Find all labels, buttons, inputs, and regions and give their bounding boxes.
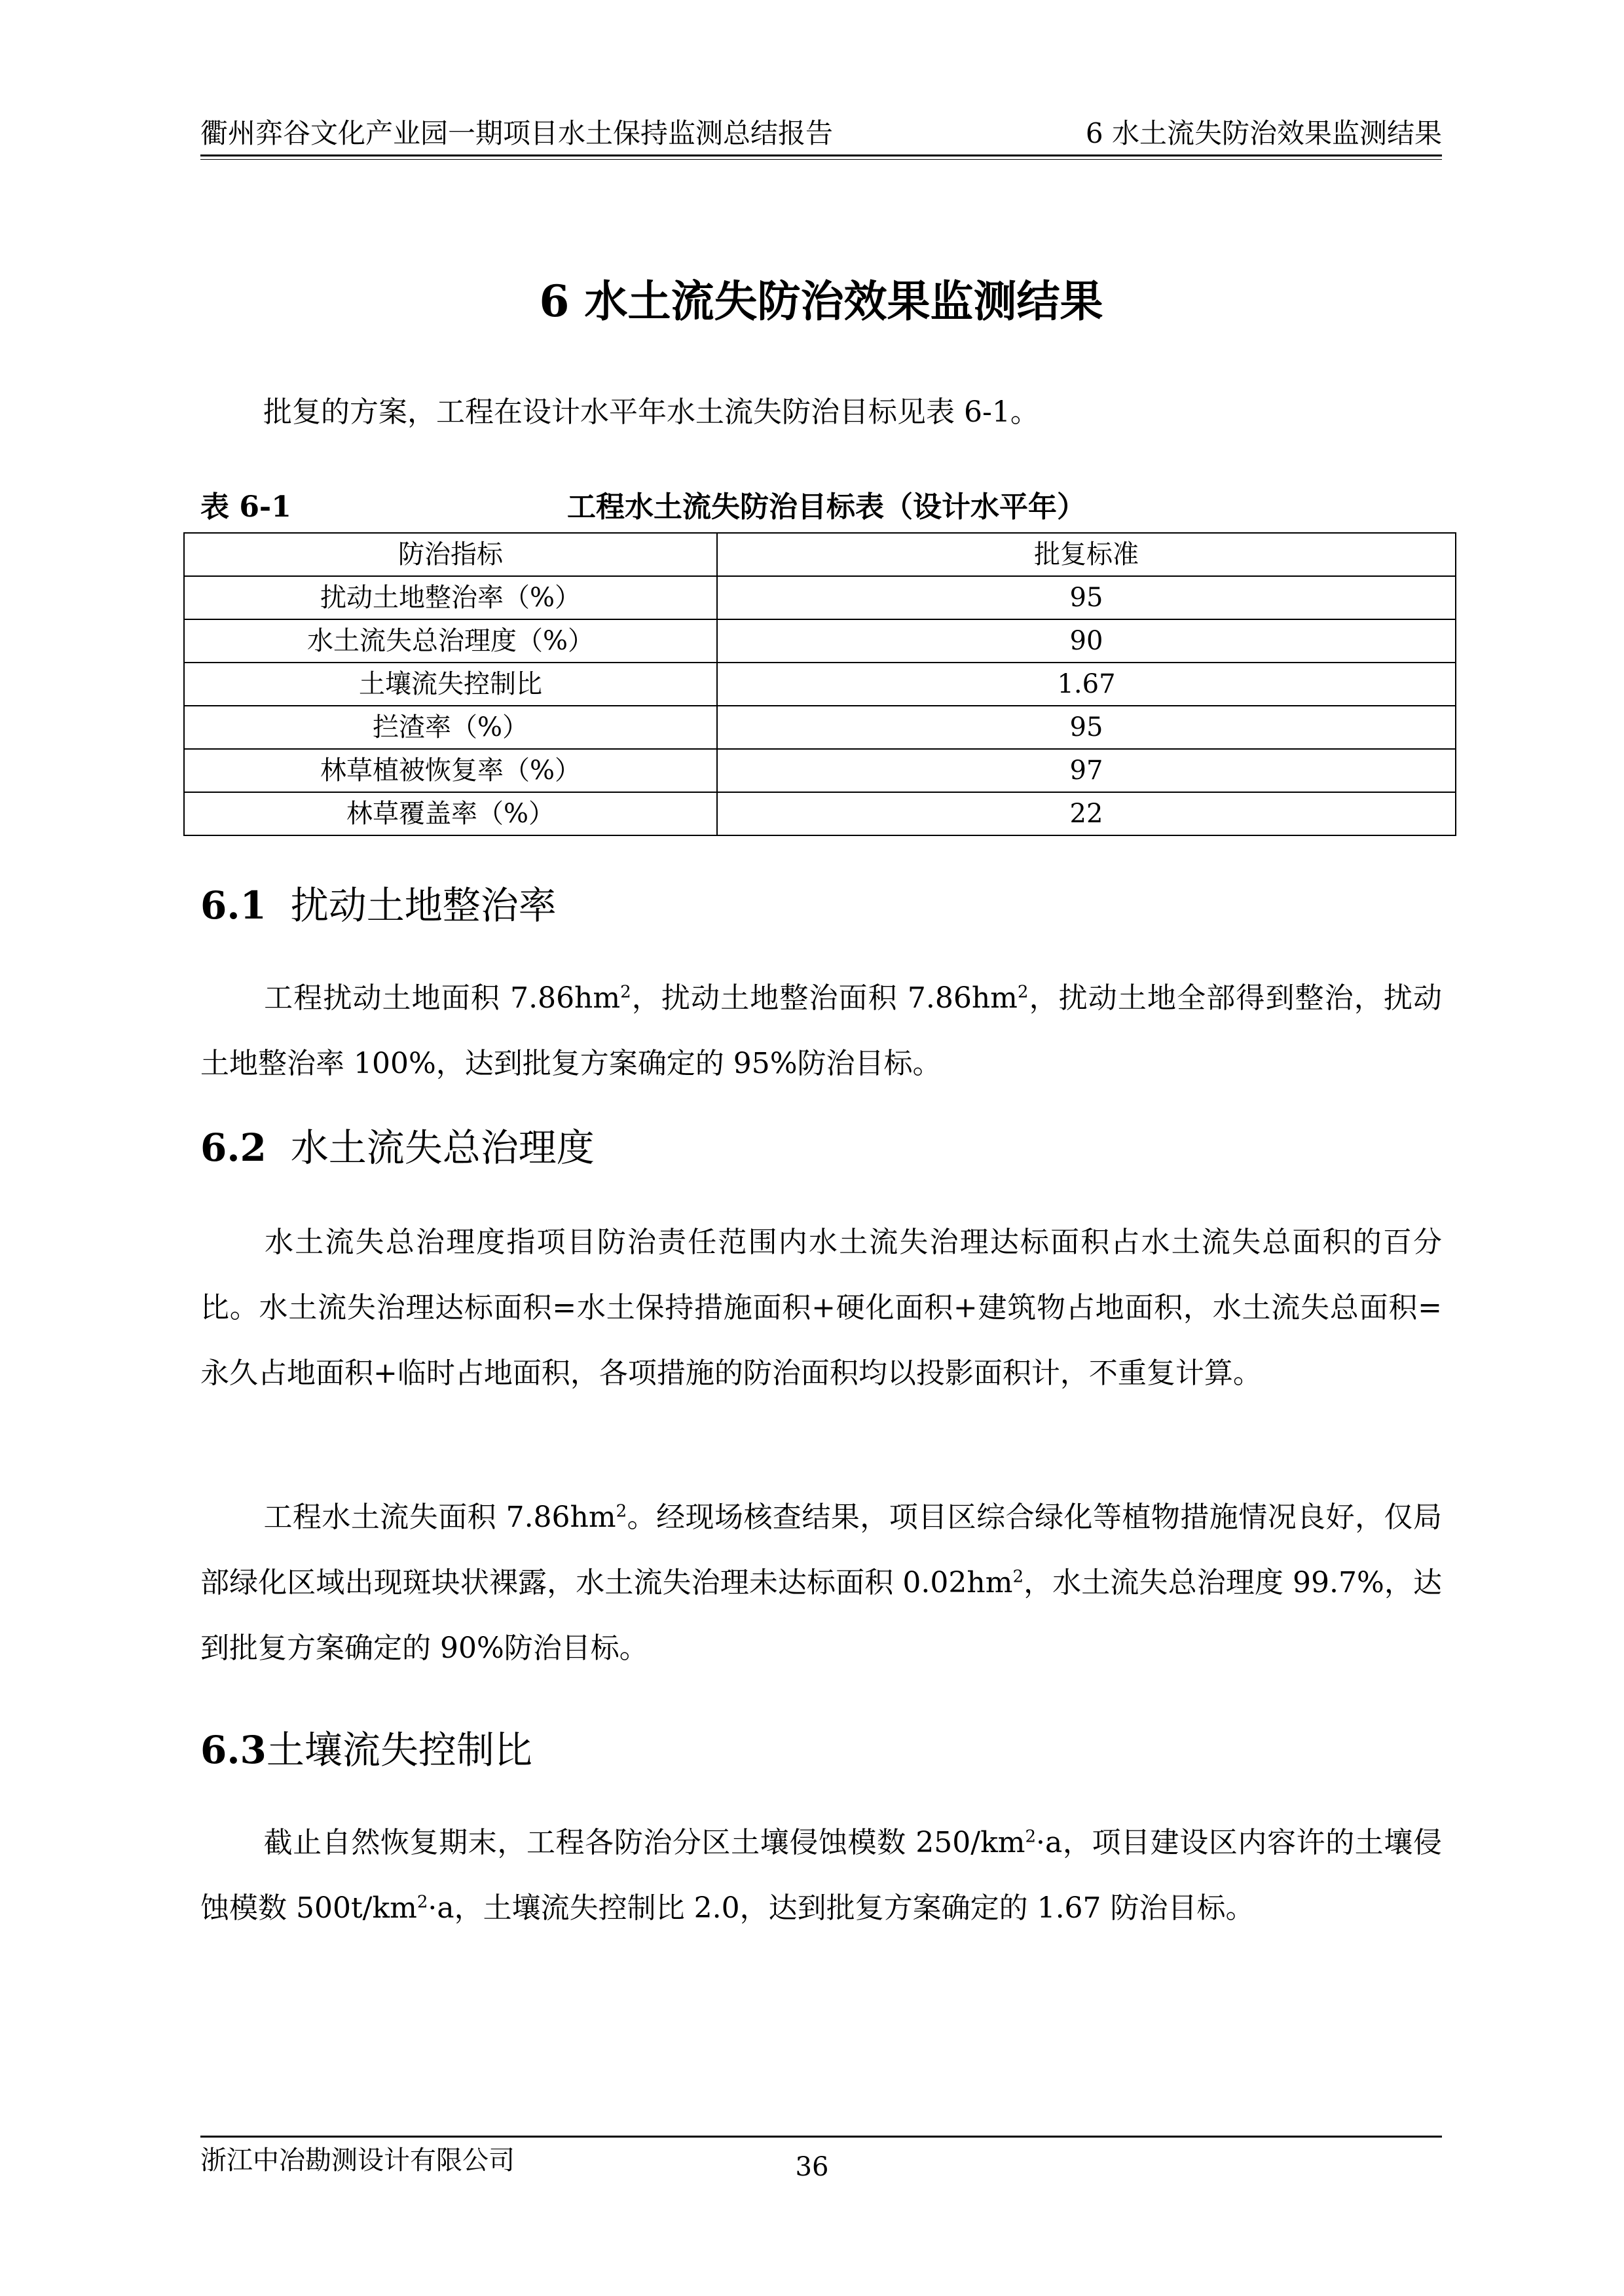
table-cell-standard: 97 — [717, 749, 1456, 792]
table-header-cell: 防治指标 — [184, 533, 717, 576]
table-caption — [200, 484, 1442, 530]
table-row — [184, 749, 1456, 792]
page-number: 36 — [795, 2152, 829, 2182]
text-run: 。经现场核查结果，项目区综合绿化等植物措施情况良好，仅局部绿化区域出现斑块状裸露，水土流失治理未达标面积 0.02hm — [200, 1501, 1443, 1599]
table-cell-standard: 95 — [717, 706, 1456, 749]
superscript: 2 — [620, 982, 631, 1002]
table-number: 表 6-1 — [200, 490, 291, 524]
footer-rule — [200, 2136, 1442, 2138]
table-title: 工程水土流失防治目标表（设计水平年） — [567, 490, 1086, 524]
goal-table — [183, 532, 1456, 836]
table-row — [184, 619, 1456, 663]
text-run: ·a，项目建设区内容许的土壤侵蚀模数 500t/km — [200, 1826, 1442, 1925]
section-number: 6.2 — [200, 1125, 267, 1170]
text-run: ·a，土壤流失控制比 2.0，达到批复方案确定的 1.67 防治目标。 — [428, 1891, 1255, 1925]
table-cell-indicator: 土壤流失控制比 — [184, 663, 717, 706]
paragraph-6-3 — [200, 1810, 1442, 1941]
table-row — [184, 576, 1456, 619]
table-cell-indicator: 拦渣率（%） — [184, 706, 717, 749]
section-heading: 水土流失总治理度 — [290, 1125, 595, 1170]
section-title-6-1 — [200, 873, 1442, 938]
table-header-row — [184, 533, 1456, 576]
text-run: ，扰动土地全部得到整治，扰动土地整治率 100%，达到批复方案确定的 95%防治目标。 — [200, 981, 1443, 1080]
section-number: 6.1 — [200, 883, 267, 928]
section-title-6-2 — [200, 1115, 1442, 1180]
paragraph-6-2-definition — [200, 1210, 1442, 1406]
table-cell-standard: 90 — [717, 619, 1456, 663]
page-header — [200, 113, 1442, 156]
text-run: 工程扰动土地面积 7.86hm — [263, 981, 621, 1015]
header-report-title: 衢州弈谷文化产业园一期项目水土保持监测总结报告 — [200, 117, 834, 149]
table-cell-standard: 1.67 — [717, 663, 1456, 706]
text-run: ，水土流失总治理度 99.7%，达到批复方案确定的 90%防治目标。 — [200, 1566, 1443, 1665]
table-cell-indicator: 林草覆盖率（%） — [184, 792, 717, 835]
header-rule — [200, 159, 1442, 160]
chapter-title: 6 水土流失防治效果监测结果 — [539, 276, 1103, 327]
table-row — [184, 792, 1456, 835]
table-cell-indicator: 水土流失总治理度（%） — [184, 619, 717, 663]
section-heading: 扰动土地整治率 — [290, 883, 557, 928]
superscript: 2 — [616, 1501, 627, 1522]
table-row — [184, 706, 1456, 749]
text-run: 水土流失总治理度指项目防治责任范围内水土流失治理达标面积占水土流失总面积的百分比。水土流失治理达标面积=水土保持措施面积+硬化面积+建筑物占地面积，水土流失总面积=永久占地面积+临时占地面积，各项措施的防治面积均以投影面积计，不重复计算。 — [200, 1226, 1442, 1390]
superscript: 2 — [1017, 982, 1029, 1002]
section-number: 6.3 — [200, 1728, 267, 1772]
paragraph-6-1 — [200, 966, 1442, 1097]
superscript: 2 — [1012, 1567, 1024, 1587]
superscript: 2 — [416, 1892, 428, 1912]
table-cell-indicator: 林草植被恢复率（%） — [184, 749, 717, 792]
section-heading: 土壤流失控制比 — [266, 1728, 532, 1772]
intro-text: 批复的方案，工程在设计水平年水土流失防治目标见表 6-1。 — [263, 395, 1039, 429]
text-run: 工程水土流失面积 7.86hm — [263, 1501, 616, 1534]
table-row — [184, 663, 1456, 706]
text-run: 截止自然恢复期末，工程各防治分区土壤侵蚀模数 250/km — [263, 1826, 1025, 1859]
header-chapter-title: 6 水土流失防治效果监测结果 — [1085, 117, 1442, 149]
table-cell-standard: 22 — [717, 792, 1456, 835]
intro-paragraph — [200, 380, 1442, 445]
table-cell-indicator: 扰动土地整治率（%） — [184, 576, 717, 619]
text-run: ，扰动土地整治面积 7.86hm — [631, 981, 1018, 1015]
table-header-cell: 批复标准 — [717, 533, 1456, 576]
footer-company: 浙江中冶勘测设计有限公司 — [200, 2145, 515, 2176]
paragraph-6-2-result — [200, 1485, 1442, 1681]
section-title-6-3 — [200, 1717, 1442, 1783]
superscript: 2 — [1025, 1827, 1037, 1847]
table-cell-standard: 95 — [717, 576, 1456, 619]
